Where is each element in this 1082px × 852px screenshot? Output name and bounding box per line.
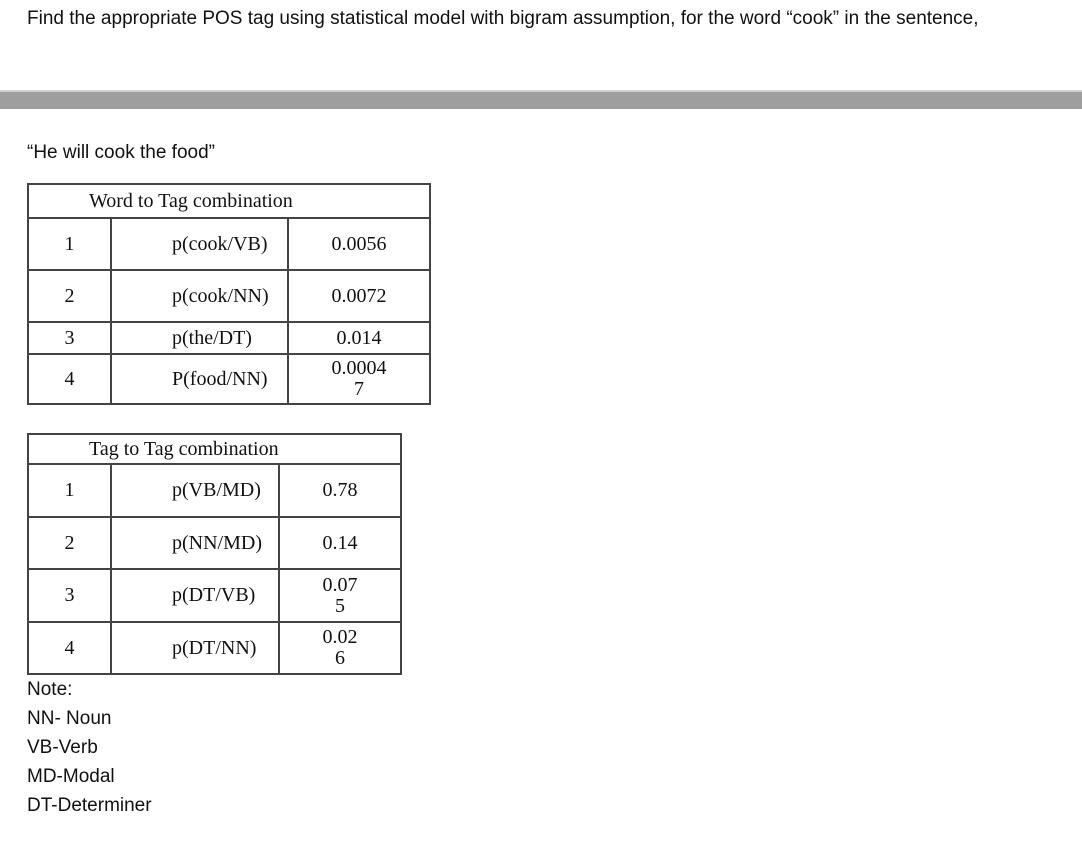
probability-value: 0.78 <box>279 464 401 517</box>
note-item: MD-Modal <box>27 766 115 787</box>
tag-to-tag-table <box>27 433 402 675</box>
tag-tag-expression: p(DT/VB) <box>111 569 279 622</box>
row-number: 1 <box>28 464 111 517</box>
probability-value: 0.0056 <box>288 218 430 270</box>
table-row <box>28 218 430 270</box>
table-row <box>28 517 401 569</box>
notes-title: Note: <box>27 679 73 700</box>
probability-value: 0.014 <box>288 322 430 354</box>
table-row <box>28 569 401 622</box>
expr-text: P(food/NN) <box>172 367 268 390</box>
table-row <box>28 270 430 322</box>
tag-tag-expression: p(DT/NN) <box>111 622 279 674</box>
row-number: 4 <box>28 622 111 674</box>
question-text: Find the appropriate POS tag using statistical model with bigram assumption, for the word “cook” in the sentence, <box>27 8 979 29</box>
expr-text: p(VB/MD) <box>172 479 261 501</box>
table-row <box>28 622 401 674</box>
row-number: 1 <box>28 218 111 270</box>
word-tag-expression <box>111 322 288 354</box>
note-item: DT-Determiner <box>27 795 152 816</box>
probability-value <box>279 622 401 674</box>
value-text: 0.026 <box>322 626 358 669</box>
tag-tag-expression <box>111 517 279 569</box>
table-row <box>28 354 430 404</box>
tag-tag-expression <box>111 464 279 517</box>
row-number: 4 <box>28 354 111 404</box>
example-sentence: “He will cook the food” <box>27 142 215 163</box>
row-number: 3 <box>28 322 111 354</box>
tag-table-caption: Tag to Tag combination <box>28 434 401 464</box>
word-tag-expression <box>111 270 288 322</box>
note-item: VB-Verb <box>27 737 98 758</box>
word-table-caption: Word to Tag combination <box>28 184 430 218</box>
row-number: 2 <box>28 270 111 322</box>
probability-value: 0.0072 <box>288 270 430 322</box>
table-row <box>28 322 430 354</box>
probability-value: 0.14 <box>279 517 401 569</box>
expr-text: p(cook/NN) <box>172 284 269 307</box>
table-row <box>28 464 401 517</box>
probability-value <box>279 569 401 622</box>
value-text: 0.075 <box>322 573 358 617</box>
expr-text: p(cook/VB) <box>172 232 268 255</box>
row-number: 2 <box>28 517 111 569</box>
word-to-tag-table <box>27 183 431 405</box>
row-number: 3 <box>28 569 111 622</box>
expr-text: p(the/DT) <box>172 326 252 349</box>
word-tag-expression <box>111 354 288 404</box>
notes-section <box>27 675 152 820</box>
word-tag-expression <box>111 218 288 270</box>
divider-bar <box>0 90 1082 109</box>
expr-text: p(NN/MD) <box>172 531 262 554</box>
probability-value <box>288 354 430 404</box>
value-text: 0.00047 <box>331 357 387 400</box>
note-item: NN- Noun <box>27 708 112 729</box>
